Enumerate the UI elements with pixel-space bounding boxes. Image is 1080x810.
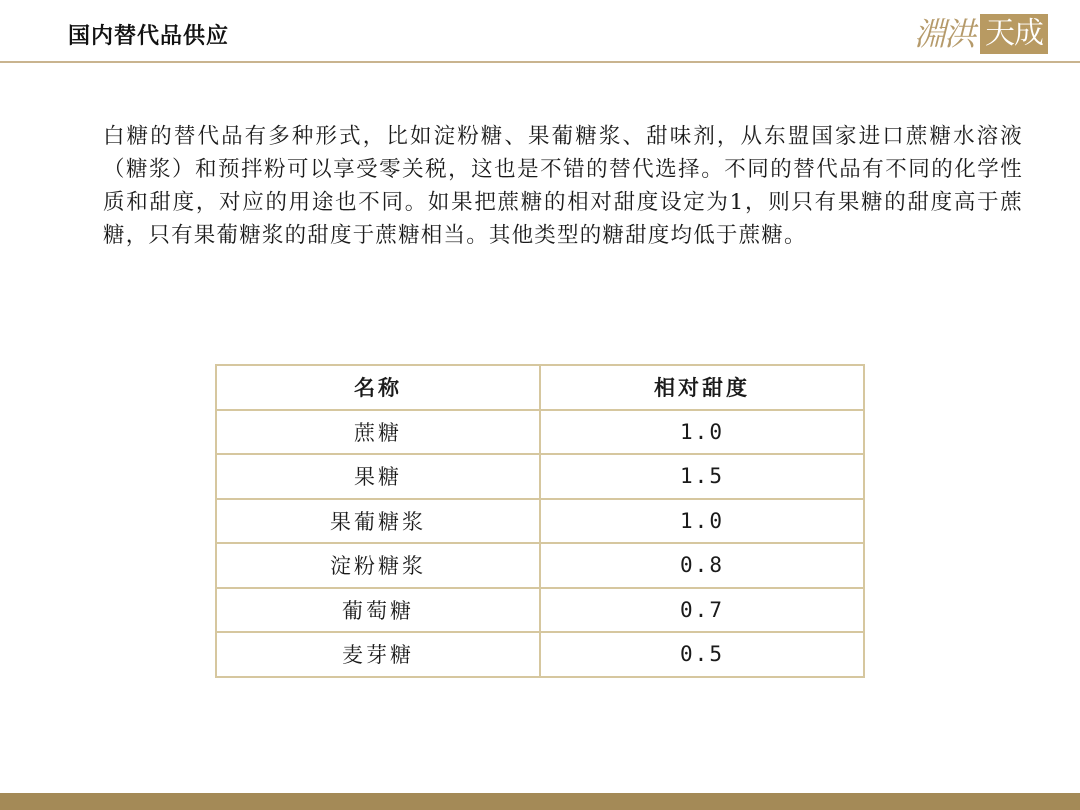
body-paragraph: 白糖的替代品有多种形式，比如淀粉糖、果葡糖浆、甜味剂，从东盟国家进口蔗糖水溶液（糖浆）和预拌粉可以享受零关税，这也是不错的替代选择。不同的替代品有不同的化学性质和甜度，对应的用途也不同。如果把蔗糖的相对甜度设定为1，则只有果糖的甜度高于蔗糖，只有果葡糖浆的甜度于蔗糖相当。其他类型的糖甜度均低于蔗糖。	[103, 124, 1023, 248]
sugar-name-cell: 果糖	[216, 454, 540, 499]
table-row	[216, 410, 864, 455]
table-row	[216, 454, 864, 499]
sugar-name-cell: 葡萄糖	[216, 588, 540, 633]
sweetness-table	[215, 364, 865, 678]
table-row	[216, 588, 864, 633]
sweetness-value-cell: 0.8	[540, 543, 864, 588]
table-header-row	[216, 365, 864, 410]
footer-bar	[0, 793, 1080, 810]
header-divider	[0, 61, 1080, 63]
logo-text-right: 天成	[980, 14, 1048, 54]
column-header-name: 名称	[216, 365, 540, 410]
slide-header	[0, 0, 1080, 62]
sugar-name-cell: 蔗糖	[216, 410, 540, 455]
sweetness-value-cell: 1.0	[540, 499, 864, 544]
sugar-name-cell: 麦芽糖	[216, 632, 540, 677]
brand-logo	[914, 14, 1050, 54]
sweetness-value-cell: 1.0	[540, 410, 864, 455]
column-header-sweetness: 相对甜度	[540, 365, 864, 410]
logo-text-left: 淵洪	[914, 15, 975, 53]
sugar-name-cell: 果葡糖浆	[216, 499, 540, 544]
sweetness-value-cell: 1.5	[540, 454, 864, 499]
sweetness-value-cell: 0.5	[540, 632, 864, 677]
table-row	[216, 543, 864, 588]
table-row	[216, 632, 864, 677]
sugar-name-cell: 淀粉糖浆	[216, 543, 540, 588]
page-title: 国内替代品供应	[68, 24, 230, 49]
sweetness-value-cell: 0.7	[540, 588, 864, 633]
table-row	[216, 499, 864, 544]
